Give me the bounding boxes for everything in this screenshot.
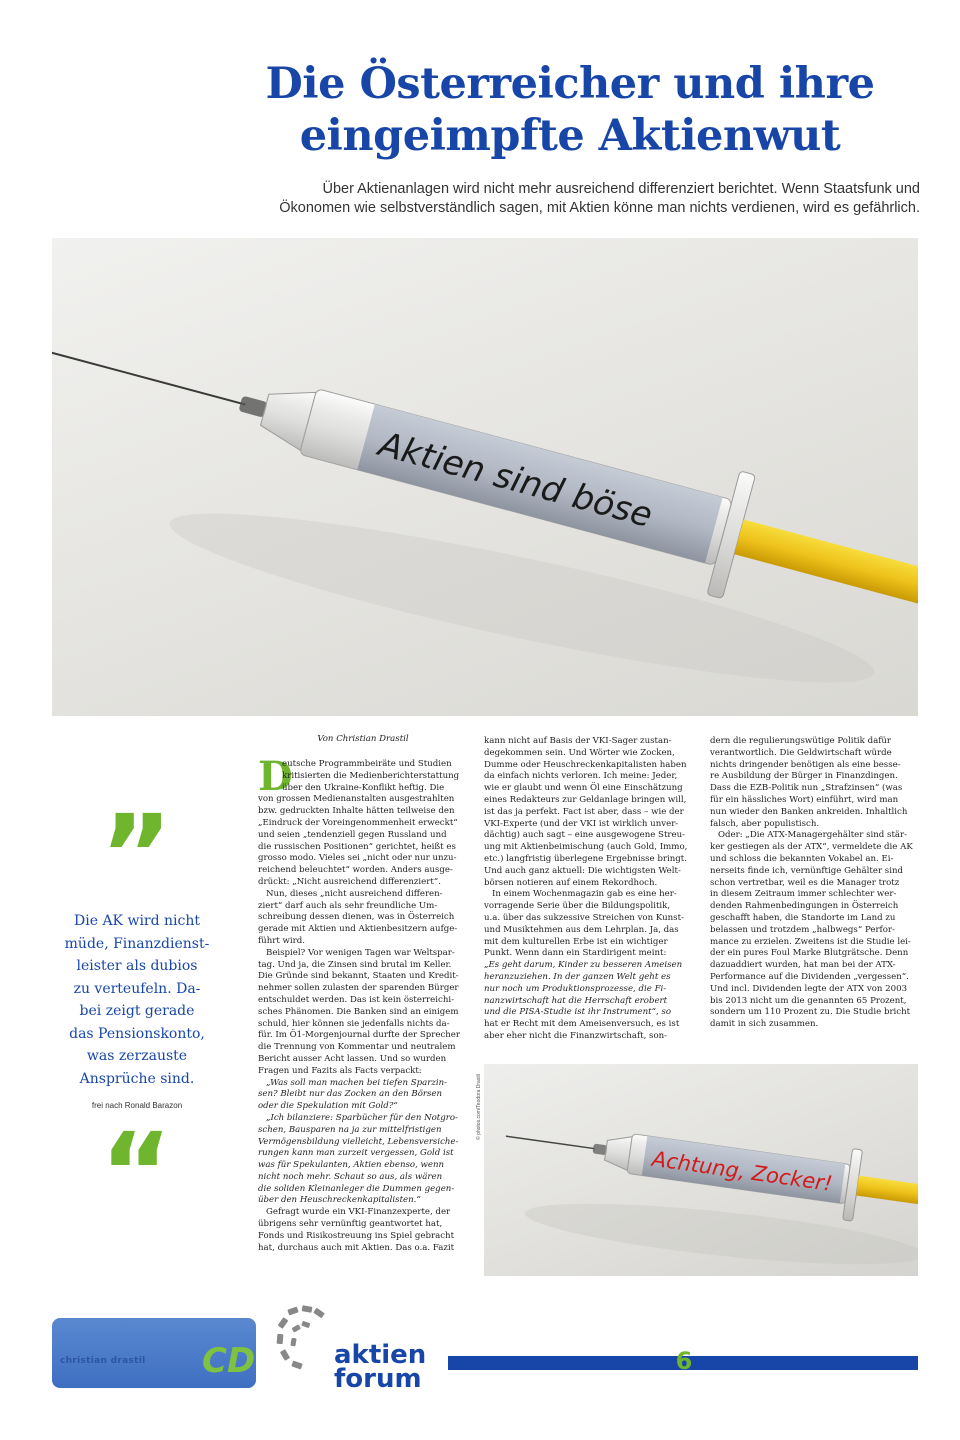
- text-line: ist das ja perfekt. Fact ist aber, dass – wie der: [484, 806, 684, 817]
- text-line: bzw. gedruckten Inhalte hätten teilweise den: [258, 806, 455, 817]
- lead-line-2: Ökonomen wie selbstverständlich sagen, mit Aktien könne man nichts verdienen, wird es gefährlich.: [279, 200, 920, 216]
- logo-line-aktien: aktien: [334, 1340, 427, 1370]
- text-line: und seien „tendenziell gegen Russland und: [258, 829, 447, 840]
- text-line: der ein pures Foul Marke Blutgrätsche. Denn: [710, 948, 909, 959]
- text-line: schen, Bausparen na ja zur mittelfristigen: [258, 1124, 442, 1135]
- headline-line-1: Die Österreicher und ihre: [265, 59, 875, 109]
- pull-quote-line: bei zeigt gerade: [79, 1003, 195, 1019]
- text-line: führt wird.: [258, 935, 305, 946]
- pull-quote: [62, 910, 212, 1090]
- text-line: Und incl. Dividenden legte der ATX von 2003: [710, 983, 908, 994]
- syringe-label-text-2: Achtung, Zocker!: [650, 1146, 834, 1196]
- text-line: bis 2013 nicht um die genannten 65 Prozent,: [710, 995, 907, 1006]
- text-line: drückt: „Nicht ausreichend differenziert“.: [258, 876, 441, 887]
- text-line: vorragende Serie über die Bildungspolitik,: [484, 901, 671, 912]
- text-line: übrigens sehr vernünftig geantwortet hat,: [258, 1219, 443, 1230]
- text-line: „Was soll man machen bei tiefen Sparzin-: [266, 1077, 448, 1088]
- text-line: eines Redakteurs zur Geldanlage bringen will,: [484, 794, 687, 805]
- pull-quote-line: was zerzauste: [86, 1048, 188, 1064]
- text-line: „Es geht darum, Kinder zu besseren Ameisen: [484, 960, 683, 971]
- text-line: von grossen Medienanstalten ausgestrahlten: [258, 794, 455, 805]
- text-line: schon vertretbar, weil es die Manager trotz: [710, 877, 900, 888]
- author-initials-logo: [198, 1332, 256, 1382]
- text-line: grosso modo. Vieles sei „nicht oder nur unzu-: [258, 853, 457, 864]
- text-line: eutsche Programmbeiräte und Studien: [282, 759, 452, 769]
- text-line: was für Spekulanten, Aktien ebenso, wenn: [258, 1160, 445, 1171]
- text-line: geschafft haben, die Standorte im Land zu: [710, 912, 896, 923]
- text-line: Performance auf die Dividenden „vergessen“.: [710, 971, 909, 982]
- text-line: heranzuziehen. In der ganzen Welt geht es: [484, 971, 671, 982]
- text-line: da einfach nichts verloren. Ich meine: Jeder,: [484, 771, 678, 782]
- text-line: denden Rahmenbedingungen in Österreich: [710, 901, 899, 912]
- text-line: gerade mit Aktien und Aktienbesitzern aufge-: [258, 924, 458, 935]
- text-line: rungen kann man zurzeit vergessen, Gold ist: [258, 1148, 454, 1159]
- text-line: dern die regulierungswütige Politik dafür: [710, 736, 892, 746]
- text-line: schuld, hier können sie jedenfalls nichts da-: [258, 1018, 450, 1029]
- text-line: sches Phänomen. Die Banken sind an einigem: [258, 1006, 459, 1017]
- article-column-2: [484, 736, 690, 1043]
- text-line: nehmer sollen zulasten der sparenden Bürger: [258, 983, 459, 994]
- text-line: entschuldet werden. Das ist kein österreichi-: [258, 994, 455, 1005]
- text-line: sondern um 110 Prozent zu. Die Studie bricht: [710, 1007, 911, 1018]
- author-name: christian drastil: [60, 1356, 146, 1366]
- opening-quote-icon: “: [100, 1109, 173, 1237]
- text-line: ung mit Aktienbeimischung (auch Gold, Immo,: [484, 842, 688, 853]
- text-line: Fonds und Risikostreuung ins Spiel gebracht: [258, 1230, 455, 1241]
- lead-line-1: Über Aktienanlagen wird nicht mehr ausreichend differenziert berichtet. Wenn Staatsfunk und: [322, 181, 920, 197]
- pull-quote-line: Ansprüche sind.: [79, 1070, 195, 1087]
- text-line: die russischen Positionen“ gerichtet, heißt es: [258, 841, 456, 852]
- text-line: VKI-Experte (und der VKI ist wirklich unver-: [484, 818, 679, 829]
- pull-quote-line: Die AK wird nicht: [74, 913, 200, 929]
- text-line: Bericht ausser Acht lassen. Und so wurden: [258, 1053, 447, 1064]
- text-line: degekommen sein. Und Wörter wie Zocken,: [484, 747, 675, 758]
- text-line: belassen und trotzdem „halbwegs“ Perfor-: [710, 924, 895, 935]
- text-line: aber eher nicht die Finanzwirtschaft, son-: [484, 1030, 668, 1041]
- text-line: sen? Bleibt nur das Zocken an den Börsen: [258, 1089, 443, 1100]
- text-line: für ein hässliches Wort) einführt, wird man: [710, 794, 899, 805]
- syringe-label-text: Aktien sind böse: [374, 424, 657, 536]
- text-line: Punkt. Wenn dann ein Stardirigent meint:: [484, 948, 667, 959]
- pull-quote-line: zu verteufeln. Da-: [73, 980, 201, 997]
- text-line: damit in sich zusammen.: [710, 1019, 819, 1030]
- text-line: in diesem Zeitraum immer schlechter wer-: [710, 889, 897, 900]
- text-line: Vermögensbildung vielleicht, Lebensversiche-: [258, 1136, 459, 1147]
- author-badge: [52, 1318, 256, 1388]
- text-line: nerseits finde ich, vernünftige Gehälter sind: [710, 865, 903, 876]
- text-line: die Trennung von Kommentar und neutralem: [258, 1042, 456, 1053]
- text-line: nun wieder den Banken ankreiden. Inhaltlich: [710, 806, 908, 817]
- text-line: mit dem kulturellen Erbe ist ein wichtiger: [484, 936, 668, 947]
- text-line: reichend beleuchtet“ worden. Anders ausge-: [258, 865, 453, 876]
- text-line: und die PISA-Studie ist ihr Instrument“, so: [484, 1007, 672, 1018]
- text-line: nur noch um Produktionsprozesse, die Fi-: [484, 983, 667, 994]
- text-line: Und auch ganz aktuell: Die wichtigsten Welt-: [484, 865, 681, 876]
- text-line: u.a. über das sukzessive Streichen von Kunst-: [484, 912, 684, 923]
- text-line: und schloss die bekannten Vokabel an. Ei-: [710, 853, 894, 864]
- text-line: kann nicht auf Basis der VKI-Sager zustan-: [484, 736, 672, 746]
- headline: [200, 58, 940, 162]
- text-line: nicht noch mehr. Schaut so aus, als wären: [258, 1171, 443, 1182]
- text-line: ker gestiegen als der ATX“, vermeldete die AK: [710, 842, 913, 853]
- text-line: die soliden Kleinanleger die Dummen gegen-: [258, 1183, 455, 1194]
- text-line: Dass die EZB-Politik nun „Strafzinsen“ (was: [710, 783, 903, 794]
- article-column-3: [710, 736, 918, 1031]
- photo-credit: © photos.com/Teodora Drastil: [476, 1074, 482, 1140]
- text-line: und Musiktehmen aus dem Lehrplan. Ja, das: [484, 924, 679, 935]
- text-line: für. Im Ö1-Morgenjournal durfte der Sprecher: [258, 1030, 461, 1041]
- text-line: nichts dringender benötigen als eine besse-: [710, 759, 901, 770]
- text-line: schreibung dessen dienen, was in Österreich: [258, 912, 455, 923]
- text-line: nanzwirtschaft hat die Herrschaft erobert: [484, 995, 668, 1006]
- page-number: 6: [675, 1347, 693, 1375]
- text-line: „Eindruck der Voreingenommenheit erweckt“: [258, 817, 458, 828]
- byline: Von Christian Drastil: [317, 734, 409, 744]
- text-line: dazuaddiert wurden, hat man bei der ATX-: [710, 960, 896, 971]
- text-line: mance zu erzielen. Zweitens ist die Studie lei-: [710, 936, 911, 947]
- syringe-illustration-2: [484, 1064, 918, 1276]
- text-line: tag. Und ja, die Zinsen sind brutal im Keller.: [258, 959, 452, 970]
- text-line: ziert“ darf auch als sehr freundliche Um-: [258, 900, 438, 911]
- aktienforum-logo-icon: [272, 1300, 332, 1380]
- text-line: hat er Recht mit dem Ameisenversuch, es ist: [484, 1019, 680, 1030]
- text-line: hat, durchaus auch mit Aktien. Das o.a. Fazit: [258, 1242, 455, 1253]
- text-line: kritisierten die Medienberichterstattung: [282, 770, 460, 781]
- closing-quote-icon: ”: [100, 791, 173, 919]
- text-line: „Ich bilanziere: Sparbücher für den Notgro-: [266, 1112, 458, 1123]
- text-line: über den Ukraine-Konflikt heftig. Die: [282, 782, 445, 793]
- drop-cap: D: [258, 753, 293, 800]
- text-line: etc.) langfristig überlegene Ergebnisse bringt.: [484, 853, 687, 864]
- text-line: Gefragt wurde ein VKI-Finanzexperte, der: [266, 1207, 451, 1218]
- text-line: dächtig) auch sagt – eine ausgewogene Streu-: [484, 830, 686, 841]
- text-line: Fragen und Fazits als Facts verpackt:: [258, 1065, 422, 1076]
- text-line: über den Heuschreckenkapitalisten.“: [258, 1195, 421, 1206]
- text-line: verantwortlich. Die Geldwirtschaft würde: [710, 747, 892, 758]
- article-column-1: [258, 753, 464, 1254]
- text-line: Dumme oder Heuschreckenkapitalisten haben: [484, 759, 687, 770]
- pull-quote-line: das Pensionskonto,: [69, 1025, 205, 1042]
- text-line: börsen notieren auf einem Rekordhoch.: [484, 877, 658, 888]
- syringe-illustration: [52, 238, 918, 716]
- text-line: Nun, dieses „nicht ausreichend differen-: [266, 888, 443, 899]
- text-line: Die Gründe sind bekannt, Staaten und Kredit-: [258, 971, 459, 982]
- text-line: wie er glaubt und wenn Öl eine Einschätzung: [484, 783, 683, 794]
- text-line: oder die Spekulation mit Gold?“: [258, 1101, 398, 1112]
- text-line: Beispiel? Vor wenigen Tagen war Weltspar-: [266, 947, 455, 958]
- headline-line-2: eingeimpfte Aktienwut: [299, 111, 841, 161]
- text-line: re Ausbildung der Bürger in Finanzdingen.: [710, 771, 898, 782]
- lead-paragraph: [240, 180, 920, 218]
- pull-quote-line: müde, Finanzdienst-: [64, 935, 210, 952]
- text-line: Oder: „Die ATX-Managergehälter sind stär-: [718, 830, 908, 841]
- pull-quote-line: leister als dubios: [76, 958, 198, 974]
- syringe-photo-2: [484, 1064, 918, 1276]
- hero-photo: [52, 238, 918, 716]
- pull-quote-attribution: frei nach Ronald Barazon: [91, 1101, 183, 1110]
- text-line: falsch, aber populistisch.: [710, 818, 820, 829]
- text-line: In einem Wochenmagazin gab es eine her-: [492, 889, 677, 900]
- logo-line-forum: forum: [334, 1364, 422, 1394]
- author-initials: CD: [202, 1341, 256, 1381]
